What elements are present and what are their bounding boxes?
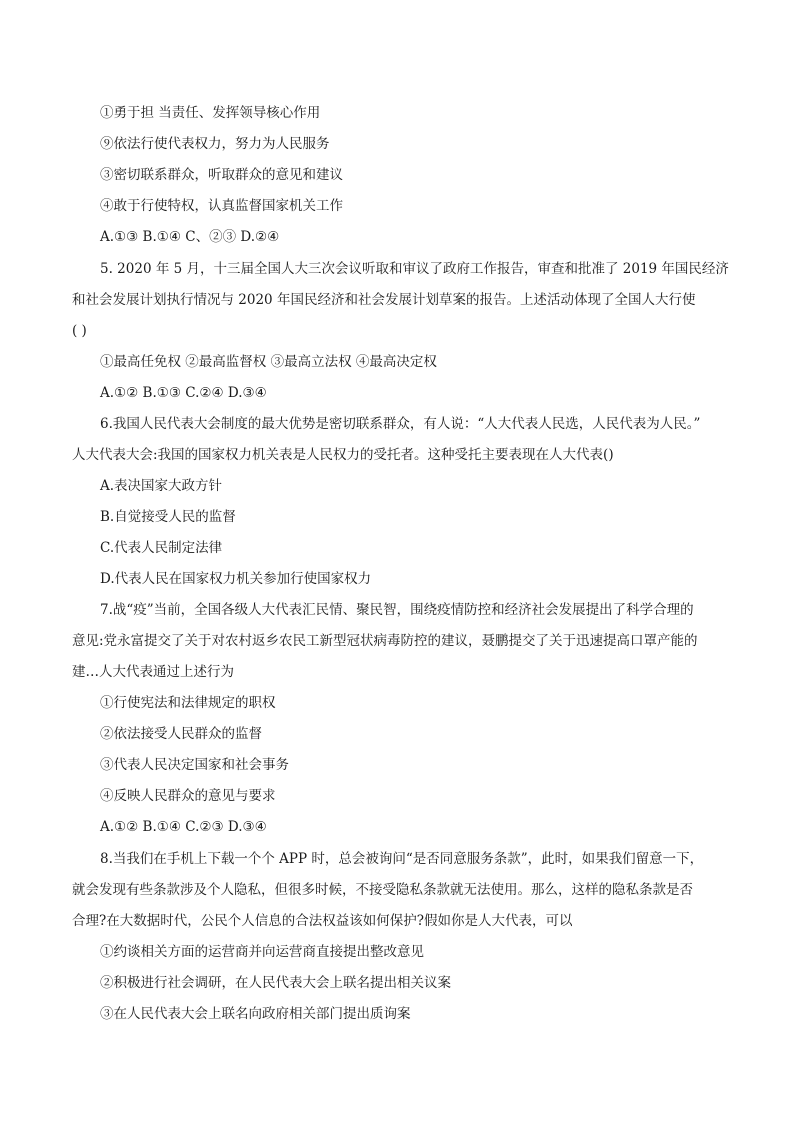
option-line: ②积极进行社会调研，在人民代表大会上联名提出相关议案	[100, 975, 451, 991]
question-text: 8.当我们在手机上下载一个个 APP 时，总会被询问“是否同意服务条款”，此时，如果我们留意一下，	[100, 851, 704, 867]
answer-blank: ( )	[72, 323, 87, 339]
option-line: A.表决国家大政方针	[100, 478, 223, 494]
option-line: ①最高任免权 ②最高监督权 ③最高立法权 ④最高决定权	[100, 354, 437, 370]
question-text: 人大代表大会:我国的国家权力机关表是人民权力的受托者。这种受托主要表现在人大代表()	[72, 447, 614, 463]
question-text: 5. 2020 年 5 月，十三届全国人大三次会议听取和审议了政府工作报告，审查和批准了 2019 年国民经济	[100, 261, 729, 277]
question-text: 和社会发展计划执行情况与 2020 年国民经济和社会发展计划草案的报告。上述活动体现了全国人大行使	[72, 292, 696, 308]
question-text: 就会发现有些条款涉及个人隐私，但很多时候，不接受隐私条款就无法使用。那么，这样的隐私条款是否	[72, 882, 693, 898]
option-line: ③密切联系群众，听取群众的意见和建议	[100, 167, 343, 183]
answer-choices: A.①② B.①④ C.②③ D.③④	[100, 819, 267, 835]
option-line: ②依法接受人民群众的监督	[100, 726, 262, 742]
option-line: C.代表人民制定法律	[100, 540, 223, 556]
question-text: 合理?在大数据时代，公民个人信息的合法权益该如何保护?假如你是人大代表，可以	[72, 913, 573, 929]
question-text: 建…人大代表通过上述行为	[72, 664, 234, 680]
option-line: ⑨依法行使代表权力，努力为人民服务	[100, 136, 330, 152]
option-line: D.代表人民在国家权力机关参加行使国家权力	[100, 571, 372, 587]
option-line: ④敢于行使特权，认真监督国家机关工作	[100, 198, 343, 214]
question-text: 7.战“疫”当前，全国各级人大代表汇民情、聚民智，围绕疫情防控和经济社会发展提出了科学合理的	[100, 602, 694, 618]
option-line: ①行使宪法和法律规定的职权	[100, 695, 276, 711]
question-text: 意见:党永富提交了关于对农村返乡农民工新型冠状病毒防控的建议，聂鹏提交了关于迅速提高口罩产能的	[72, 633, 698, 649]
option-line: ③代表人民决定国家和社会事务	[100, 757, 289, 773]
option-line: ①勇于担 当责任、发挥领导核心作用	[100, 105, 321, 121]
option-line: ①约谈相关方面的运营商并向运营商直接提出整改意见	[100, 944, 424, 960]
option-line: ④反映人民群众的意见与要求	[100, 788, 276, 804]
option-line: ③在人民代表大会上联名向政府相关部门提出质询案	[100, 1006, 411, 1022]
answer-choices: A.①② B.①③ C.②④ D.③④	[100, 385, 267, 401]
option-line: B.自觉接受人民的监督	[100, 509, 236, 525]
question-text: 6.我国人民代表大会制度的最大优势是密切联系群众，有人说：“人大代表人民选，人民代表为人民。”	[100, 416, 701, 432]
answer-choices: A.①③ B.①④ C、②③ D.②④	[100, 229, 280, 245]
